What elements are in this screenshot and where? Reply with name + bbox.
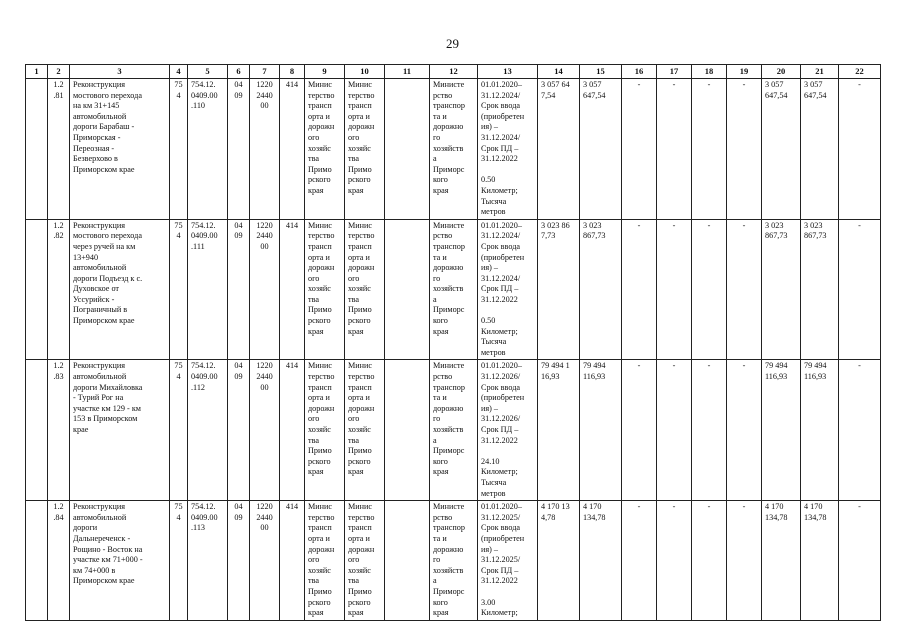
cell-col-22: - [839, 501, 881, 621]
column-header-8: 8 [280, 65, 305, 79]
column-header-13: 13 [478, 65, 538, 79]
column-header-11: 11 [385, 65, 430, 79]
cell-col-16: - [622, 360, 657, 501]
column-header-2: 2 [48, 65, 70, 79]
cell-col-6: 04 09 [228, 501, 250, 621]
cell-col-10: Минис терство трансп орта и дорожн ого хозяйс тва Примо рского края [345, 501, 385, 621]
column-header-15: 15 [580, 65, 622, 79]
cell-col-3: Реконструкция мостового перехода через ручей на км 13+940 автомобильной дороги Подъезд к с. Духовское от Уссурийск - Пограничный в Приморском крае [70, 219, 170, 360]
column-header-17: 17 [657, 65, 692, 79]
cell-col-2: 1.2 .82 [48, 219, 70, 360]
cell-col-18: - [692, 219, 727, 360]
cell-col-9: Минис терство трансп орта и дорожн ого хозяйс тва Примо рского края [305, 219, 345, 360]
cell-col-6: 04 09 [228, 219, 250, 360]
cell-col-4: 75 4 [170, 360, 188, 501]
cell-col-3: Реконструкция автомобильной дороги Михайловка - Турий Рог на участке км 129 - км 153 в Приморском крае [70, 360, 170, 501]
cell-col-8: 414 [280, 79, 305, 220]
cell-col-4: 75 4 [170, 219, 188, 360]
cell-col-2: 1.2 .84 [48, 501, 70, 621]
cell-col-15: 3 023 867,73 [580, 219, 622, 360]
cell-col-12: Министе рство транспор та и дорожно го хозяйств а Приморс кого края [430, 501, 478, 621]
column-header-6: 6 [228, 65, 250, 79]
cell-col-13: 01.01.2020– 31.12.2024/ Срок ввода (приобретен ия) – 31.12.2024/ Срок ПД – 31.12.2022 0.50 Километр; Тысяча метров [478, 219, 538, 360]
cell-col-9: Минис терство трансп орта и дорожн ого хозяйс тва Примо рского края [305, 360, 345, 501]
cell-col-12: Министе рство транспор та и дорожно го хозяйств а Приморс кого края [430, 219, 478, 360]
cell-col-16: - [622, 501, 657, 621]
cell-col-17: - [657, 79, 692, 220]
cell-col-10: Минис терство трансп орта и дорожн ого хозяйс тва Примо рского края [345, 360, 385, 501]
cell-col-22: - [839, 219, 881, 360]
cell-col-18: - [692, 360, 727, 501]
cell-col-6: 04 09 [228, 360, 250, 501]
cell-col-7: 1220 2440 00 [250, 360, 280, 501]
cell-col-19: - [727, 360, 762, 501]
cell-col-7: 1220 2440 00 [250, 501, 280, 621]
cell-col-15: 79 494 116,93 [580, 360, 622, 501]
column-header-20: 20 [762, 65, 801, 79]
column-header-5: 5 [188, 65, 228, 79]
cell-col-19: - [727, 219, 762, 360]
cell-col-7: 1220 2440 00 [250, 219, 280, 360]
cell-col-18: - [692, 501, 727, 621]
column-header-19: 19 [727, 65, 762, 79]
column-header-16: 16 [622, 65, 657, 79]
cell-col-17: - [657, 219, 692, 360]
column-header-9: 9 [305, 65, 345, 79]
cell-col-21: 3 057 647,54 [801, 79, 839, 220]
cell-col-13: 01.01.2020– 31.12.2025/ Срок ввода (приобретен ия) – 31.12.2025/ Срок ПД – 31.12.2022 3.00 Километр; [478, 501, 538, 621]
column-header-4: 4 [170, 65, 188, 79]
cell-col-16: - [622, 79, 657, 220]
cell-col-14: 4 170 13 4,78 [538, 501, 580, 621]
cell-col-8: 414 [280, 501, 305, 621]
cell-col-5: 754.12. 0409.00 .112 [188, 360, 228, 501]
cell-col-21: 79 494 116,93 [801, 360, 839, 501]
cell-col-12: Министе рство транспор та и дорожно го хозяйств а Приморс кого края [430, 79, 478, 220]
table-row [26, 501, 881, 621]
cell-col-1 [26, 501, 48, 621]
header-row [26, 65, 881, 79]
page-number: 29 [446, 36, 459, 51]
cell-col-16: - [622, 219, 657, 360]
cell-col-15: 3 057 647,54 [580, 79, 622, 220]
cell-col-4: 75 4 [170, 79, 188, 220]
cell-col-19: - [727, 79, 762, 220]
cell-col-5: 754.12. 0409.00 .111 [188, 219, 228, 360]
cell-col-22: - [839, 79, 881, 220]
table-row [26, 79, 881, 220]
cell-col-20: 79 494 116,93 [762, 360, 801, 501]
table-row [26, 219, 881, 360]
table-body [26, 79, 881, 621]
cell-col-5: 754.12. 0409.00 .113 [188, 501, 228, 621]
column-header-10: 10 [345, 65, 385, 79]
cell-col-17: - [657, 501, 692, 621]
cell-col-15: 4 170 134,78 [580, 501, 622, 621]
cell-col-9: Минис терство трансп орта и дорожн ого хозяйс тва Примо рского края [305, 501, 345, 621]
column-header-21: 21 [801, 65, 839, 79]
cell-col-11 [385, 501, 430, 621]
cell-col-14: 79 494 1 16,93 [538, 360, 580, 501]
cell-col-1 [26, 360, 48, 501]
cell-col-12: Министе рство транспор та и дорожно го хозяйств а Приморс кого края [430, 360, 478, 501]
budget-table [25, 64, 881, 621]
table-row [26, 360, 881, 501]
cell-col-4: 75 4 [170, 501, 188, 621]
column-header-7: 7 [250, 65, 280, 79]
cell-col-2: 1.2 .83 [48, 360, 70, 501]
cell-col-6: 04 09 [228, 79, 250, 220]
cell-col-13: 01.01.2020– 31.12.2026/ Срок ввода (приобретен ия) – 31.12.2026/ Срок ПД – 31.12.2022 24.10 Километр; Тысяча метров [478, 360, 538, 501]
cell-col-18: - [692, 79, 727, 220]
column-header-14: 14 [538, 65, 580, 79]
column-header-1: 1 [26, 65, 48, 79]
cell-col-21: 3 023 867,73 [801, 219, 839, 360]
cell-col-20: 3 023 867,73 [762, 219, 801, 360]
column-header-18: 18 [692, 65, 727, 79]
cell-col-17: - [657, 360, 692, 501]
cell-col-20: 4 170 134,78 [762, 501, 801, 621]
cell-col-11 [385, 79, 430, 220]
cell-col-14: 3 057 64 7,54 [538, 79, 580, 220]
column-header-3: 3 [70, 65, 170, 79]
cell-col-22: - [839, 360, 881, 501]
cell-col-3: Реконструкция автомобильной дороги Дальнереченск - Рощино - Восток на участке км 71+000 - км 74+000 в Приморском крае [70, 501, 170, 621]
cell-col-20: 3 057 647,54 [762, 79, 801, 220]
cell-col-5: 754.12. 0409.00 .110 [188, 79, 228, 220]
cell-col-21: 4 170 134,78 [801, 501, 839, 621]
cell-col-1 [26, 79, 48, 220]
cell-col-11 [385, 360, 430, 501]
cell-col-8: 414 [280, 360, 305, 501]
column-header-12: 12 [430, 65, 478, 79]
cell-col-9: Минис терство трансп орта и дорожн ого хозяйс тва Примо рского края [305, 79, 345, 220]
cell-col-19: - [727, 501, 762, 621]
cell-col-3: Реконструкция мостового перехода на км 31+145 автомобильной дороги Барабаш - Приморская - Переозная - Безверхово в Приморском крае [70, 79, 170, 220]
column-header-22: 22 [839, 65, 881, 79]
cell-col-13: 01.01.2020– 31.12.2024/ Срок ввода (приобретен ия) – 31.12.2024/ Срок ПД – 31.12.2022 0.50 Километр; Тысяча метров [478, 79, 538, 220]
cell-col-10: Минис терство трансп орта и дорожн ого хозяйс тва Примо рского края [345, 79, 385, 220]
cell-col-7: 1220 2440 00 [250, 79, 280, 220]
cell-col-10: Минис терство трансп орта и дорожн ого хозяйс тва Примо рского края [345, 219, 385, 360]
cell-col-14: 3 023 86 7,73 [538, 219, 580, 360]
cell-col-11 [385, 219, 430, 360]
cell-col-2: 1.2 .81 [48, 79, 70, 220]
cell-col-1 [26, 219, 48, 360]
cell-col-8: 414 [280, 219, 305, 360]
